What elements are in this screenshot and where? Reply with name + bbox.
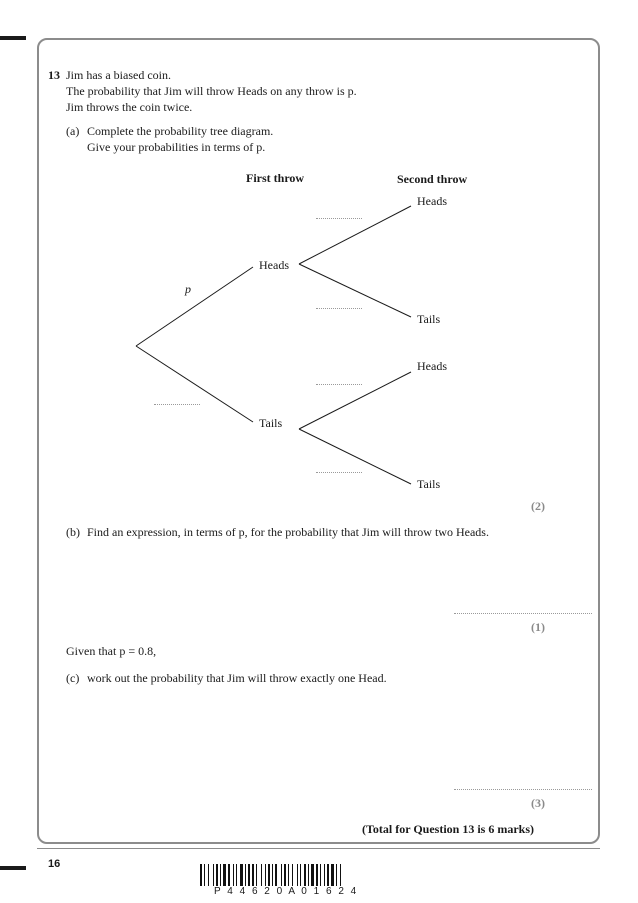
- tree-node-second-tails-upper: Tails: [417, 312, 441, 326]
- barcode-bar: [311, 864, 314, 886]
- page-number: 16: [48, 858, 61, 870]
- barcode-bar: [248, 864, 250, 886]
- part-c-text: work out the probability that Jim will throw exactly one Head.: [87, 671, 387, 685]
- barcode-bar: [292, 864, 293, 886]
- answer-blank-heads-heads[interactable]: [316, 218, 362, 219]
- barcode-bar: [331, 864, 334, 886]
- barcode-bar: [265, 864, 266, 886]
- branch-heads-to-tails: [299, 264, 411, 317]
- question-number: 13: [48, 68, 60, 82]
- part-b-answer-line[interactable]: [454, 613, 592, 614]
- barcode-bar: [304, 864, 306, 886]
- barcode-bar: [220, 864, 221, 886]
- barcode-bar: [261, 864, 262, 886]
- barcode-bar: [340, 864, 341, 886]
- barcode-bar: [208, 864, 209, 886]
- question-intro-line-2: The probability that Jim will throw Heads on any throw is p.: [66, 84, 357, 98]
- branch-root-to-heads: [136, 267, 253, 346]
- barcode-bar: [324, 864, 325, 886]
- barcode-bar: [228, 864, 230, 886]
- tree-heading-first-throw: First throw: [246, 171, 305, 185]
- barcode-bar: [245, 864, 246, 886]
- barcode-bar: [200, 864, 202, 886]
- branch-root-to-tails: [136, 346, 253, 422]
- barcode-bar: [284, 864, 286, 886]
- barcode-bar: [252, 864, 254, 886]
- answer-blank-tails-heads[interactable]: [316, 384, 362, 385]
- part-a-line-2: Give your probabilities in terms of p.: [87, 140, 266, 154]
- barcode-bar: [288, 864, 289, 886]
- total-marks: (Total for Question 13 is 6 marks): [362, 822, 535, 836]
- footer-rule: [37, 848, 600, 849]
- barcode-bar: [268, 864, 270, 886]
- barcode-bar: [256, 864, 257, 886]
- part-a-label: (a): [66, 124, 80, 138]
- barcode-bar: [204, 864, 205, 886]
- tree-node-second-heads-lower: Heads: [417, 359, 447, 373]
- part-c-answer-line[interactable]: [454, 789, 592, 790]
- tree-node-first-heads: Heads: [259, 258, 289, 272]
- barcode-bar: [320, 864, 321, 886]
- barcode-bar: [308, 864, 309, 886]
- part-c-label: (c): [66, 671, 80, 685]
- tree-node-second-heads-upper: Heads: [417, 194, 447, 208]
- part-b-marks: (1): [531, 620, 545, 634]
- part-c-marks: (3): [531, 796, 545, 810]
- barcode-bar: [327, 864, 329, 886]
- answer-blank-tails-tails[interactable]: [316, 472, 362, 473]
- given-condition: Given that p = 0.8,: [66, 644, 157, 658]
- branch-heads-to-heads: [299, 206, 411, 264]
- part-b-label: (b): [66, 525, 80, 539]
- branch-tails-to-tails: [299, 429, 411, 484]
- barcode-bar: [300, 864, 301, 886]
- barcode-bar: [236, 864, 237, 886]
- barcode-bar: [240, 864, 243, 886]
- question-intro-line-1: Jim has a biased coin.: [66, 68, 171, 82]
- barcode: [200, 864, 440, 886]
- barcode-bar: [213, 864, 214, 886]
- barcode-bar: [233, 864, 234, 886]
- barcode-bar: [216, 864, 218, 886]
- barcode-bar: [316, 864, 318, 886]
- tree-heading-second-throw: Second throw: [397, 172, 468, 186]
- question-intro-line-3: Jim throws the coin twice.: [66, 100, 193, 114]
- barcode-bar: [223, 864, 226, 886]
- tree-node-second-tails-lower: Tails: [417, 477, 441, 491]
- part-a-marks: (2): [531, 499, 545, 513]
- part-b-text: Find an expression, in terms of p, for the probability that Jim will throw two Heads.: [87, 525, 489, 539]
- barcode-bar: [272, 864, 273, 886]
- barcode-bar: [281, 864, 282, 886]
- answer-blank-first-tails[interactable]: [154, 404, 200, 405]
- barcode-bar: [336, 864, 337, 886]
- branch-tails-to-heads: [299, 372, 411, 429]
- barcode-text: P 4 4 6 2 0 A 0 1 6 2 4: [214, 886, 359, 897]
- tree-node-first-tails: Tails: [259, 416, 283, 430]
- tree-given-probability-label: p: [185, 282, 191, 296]
- part-a-line-1: Complete the probability tree diagram.: [87, 124, 274, 138]
- barcode-bar: [275, 864, 277, 886]
- barcode-bar: [297, 864, 298, 886]
- answer-blank-heads-tails[interactable]: [316, 308, 362, 309]
